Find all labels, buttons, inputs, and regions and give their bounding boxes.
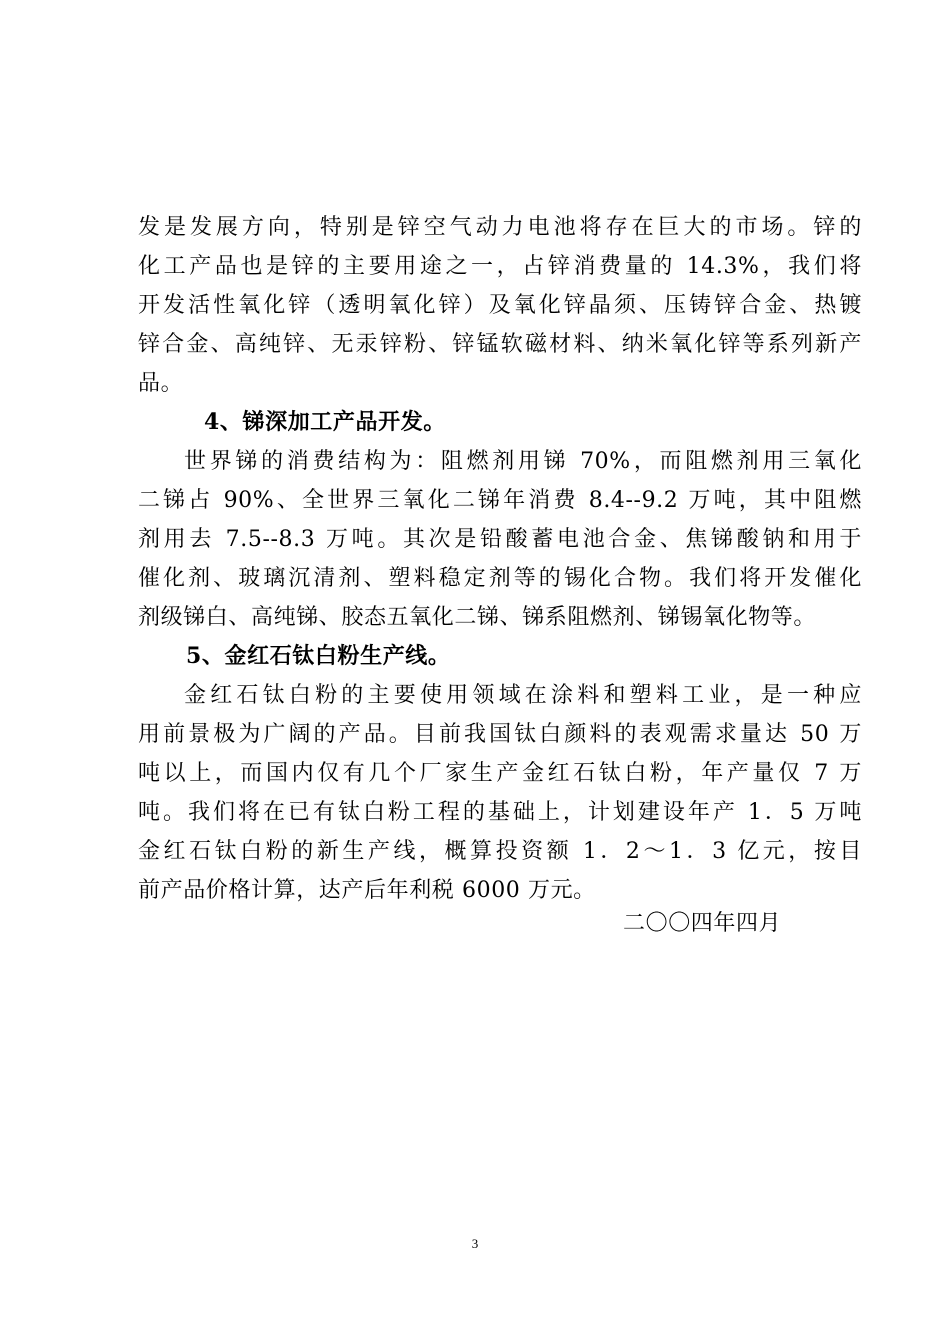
text-line: 剂级锑白、高纯锑、胶态五氧化二锑、锑系阻燃剂、锑锡氧化物等。 [138, 605, 817, 630]
text-line: 世界锑的消费结构为：阻燃剂用锑 70%，而阻燃剂用三氧化 [184, 449, 862, 474]
text-line: 金红石钛白粉的新生产线，概算投资额 1．2～1．3 亿元，按目 [138, 839, 862, 864]
text-line: 催化剂、玻璃沉清剂、塑料稳定剂等的锡化合物。我们将开发催化 [138, 566, 862, 591]
text-line: 吨以上，而国内仅有几个厂家生产金红石钛白粉，年产量仅 7 万 [138, 761, 862, 786]
text-line: 剂用去 7.5--8.3 万吨。其次是铅酸蓄电池合金、焦锑酸钠和用于 [138, 527, 862, 552]
text-line: 锌合金、高纯锌、无汞锌粉、锌锰软磁材料、纳米氧化锌等系列新产 [138, 332, 862, 357]
document-date: 二〇〇四年四月 [623, 911, 782, 936]
text-line: 化工产品也是锌的主要用途之一，占锌消费量的 14.3%，我们将 [138, 254, 862, 279]
section-heading-antimony: 4、锑深加工产品开发。 [204, 409, 446, 435]
text-line: 发是发展方向，特别是锌空气动力电池将存在巨大的市场。锌的 [138, 215, 862, 240]
paragraph-titanium [138, 676, 862, 910]
text-line: 开发活性氧化锌（透明氧化锌）及氧化锌晶须、压铸锌合金、热镀 [138, 293, 862, 318]
document-body [138, 208, 862, 910]
text-line: 金红石钛白粉的主要使用领域在涂料和塑料工业，是一种应 [184, 683, 862, 708]
page-number: 3 [471, 1236, 479, 1251]
paragraph-antimony [138, 442, 862, 637]
text-line: 前产品价格计算，达产后年利税 6000 万元。 [138, 878, 596, 903]
text-line: 二锑占 90%、全世界三氧化二锑年消费 8.4--9.2 万吨，其中阻燃 [138, 488, 862, 513]
section-heading-titanium: 5、金红石钛白粉生产线。 [186, 643, 451, 669]
text-line: 品。 [138, 371, 184, 396]
text-line: 吨。我们将在已有钛白粉工程的基础上，计划建设年产 1．5 万吨 [138, 800, 862, 825]
paragraph-zinc [138, 208, 862, 403]
text-line: 用前景极为广阔的产品。目前我国钛白颜料的表观需求量达 50 万 [138, 722, 862, 747]
